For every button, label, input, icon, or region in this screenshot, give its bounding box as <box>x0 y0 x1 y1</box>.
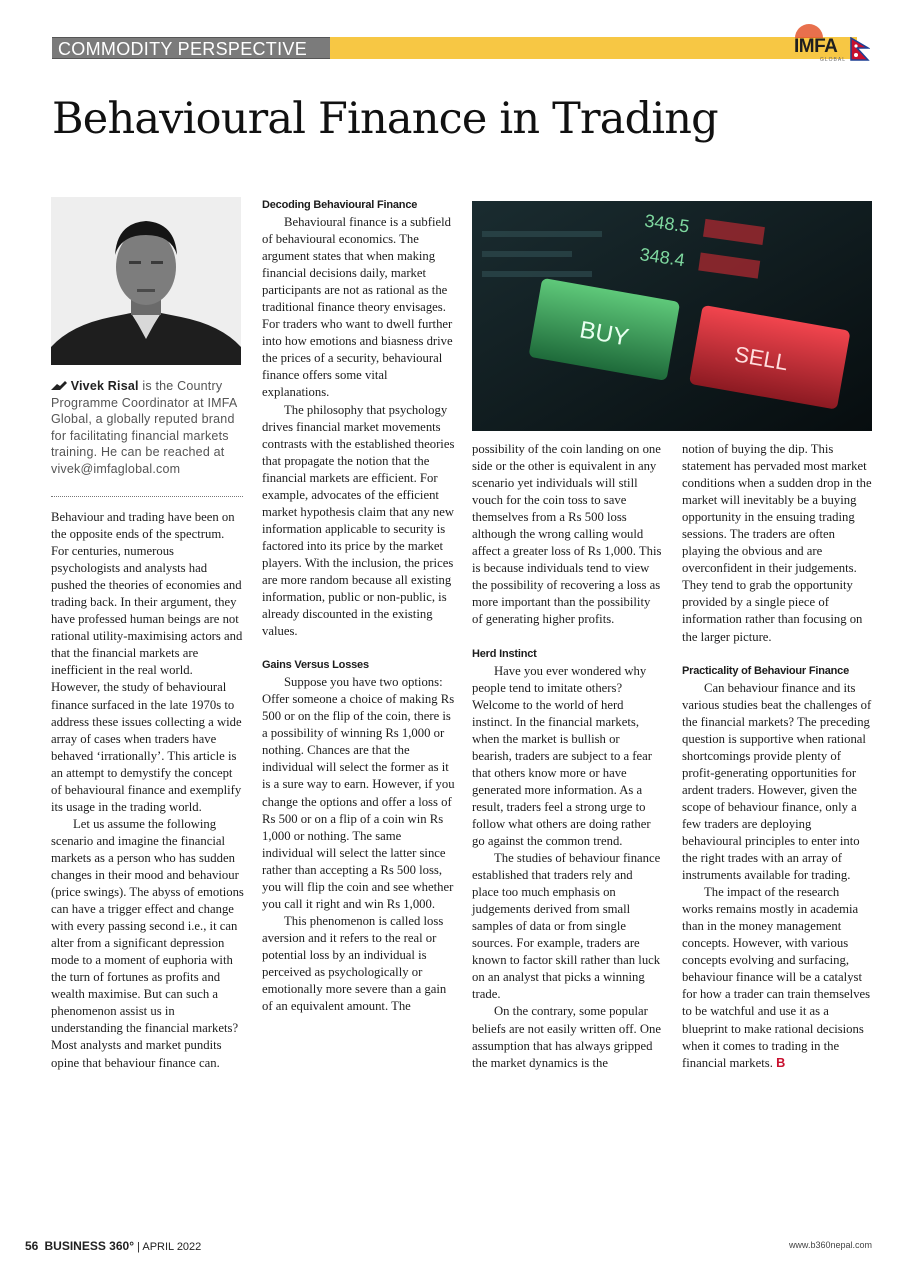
footer-separator: | <box>137 1241 140 1253</box>
paragraph: Can behaviour finance and its various studies beat the challenges of the financial markets? The preceding question is supportive when rational shortcomings provide plenty of profit-generating opportunities for ardent traders. However, given the scope of behaviour finance, only a few traders are deploying behavioural principles to enter into the right trades with an array of instruments available for trading. <box>682 680 872 883</box>
author-photo <box>51 197 241 365</box>
svg-text:SELL: SELL <box>732 341 791 376</box>
nepal-flag-icon <box>850 37 870 61</box>
subheading: Decoding Behavioural Finance <box>262 199 418 211</box>
price-text: 348.5 <box>643 210 691 237</box>
paragraph: Behavioural finance is a subfield of behavioural economics. The argument states that when making financial decisions daily, market participants are not as rational as the traditional finance theory envisages. For traders who want to dwell further into how emotions and biasness drive the prices of a security, behavioural finance offers some vital explanations. <box>262 215 453 400</box>
column-3 <box>472 441 662 1072</box>
column-4 <box>682 441 872 1072</box>
paragraph: Let us assume the following scenario and imagine the financial markets as a person who has sudden changes in their mood and behaviour (price swings). The abyss of emotions can have a trigger effect and change with every passing second i.e., it can alter from a significant depression mode to a moment of euphoria with the turn of fortunes as profits and wealth maximise. But can such a phenomenon assist us in understanding the financial markets? Most analysts and market pundits opine that behaviour finance can. <box>51 816 244 1070</box>
logo-text: IMFA <box>794 36 838 57</box>
issue-date: APRIL 2022 <box>142 1241 202 1253</box>
pen-icon <box>51 381 67 391</box>
end-mark: B <box>776 1055 786 1070</box>
paragraph: The philosophy that psychology drives financial market movements contrasts with the established theories that propagate the notion that the financial markets are efficient. For example, advocates of the efficient market hypothesis claim that any new information applicable to security is factored into its price by the market players. With the inclusion, the prices are more random because all existing information, public or non-public, is already discounted in the existing values. <box>262 402 455 639</box>
paragraph: Behaviour and trading have been on the opposite ends of the spectrum. For centuries, numerous psychologists and analysts had pushed the theories of economies and trading back. In their argument, they have professed human beings are not rational utility-maximising actors and that the financial markets are inefficient in the real world. However, the study of behavioural finance surfaced in the late 1970s to address these issues collecting a wide array of cases when traders have behaved ‘irrationally’. This article is an attempt to demystify the concept of behavioural finance and exemplify its usage in the trading world. <box>51 510 243 814</box>
author-bio <box>51 378 243 477</box>
subheading: Practicality of Behaviour Finance <box>682 664 850 677</box>
imfa-logo <box>788 24 870 64</box>
author-description: is the Country Programme Coordinator at IMFA Global, a globally reputed brand for facilitating financial markets training. He can be reached at vivek@imfaglobal.com <box>51 379 237 476</box>
paragraph: possibility of the coin landing on one side or the other is equivalent in any scenario yet individuals will still vouch for the coin toss to save themselves from a Rs 500 loss although the wrong calling would affect a greater loss of Rs 1,000. This is because individuals tend to view the possibility of recovering a loss as more important than the possibility of generating higher profits. <box>472 442 662 627</box>
column-1 <box>51 509 244 1072</box>
author-name: Vivek Risal <box>70 379 139 393</box>
magazine-name: BUSINESS 360° <box>44 1239 134 1253</box>
paragraph: This phenomenon is called loss aversion and it refers to the real or potential loss by an individual is perceived as psychologically or emotionally more severe than a gain of an equivalent amount. The <box>262 913 447 1014</box>
paragraph: Suppose you have two options: Offer someone a choice of making Rs 500 or on the flip of the coin, there is a possibility of winning Rs 1,000 or nothing. Chances are that the individual will select the former as it is a sure way to earn. However, if you change the options and offer a loss of Rs 500 or on a flip of a coin win Rs 1,000 or nothing. The same individual will select the latter since rather than accepting a Rs 500 loss, you will flip the coin and see whether you call it right and win Rs 1,000. <box>262 675 455 911</box>
logo-subtext: GLOBAL <box>820 57 847 63</box>
subheading: Herd Instinct <box>472 647 537 660</box>
paragraph: notion of buying the dip. This statement has pervaded most market conditions when a sudden drop in the market will inevitably be a buying opportunity in the ensuing trading sessions. The traders are often playing the obvious and are overconfident in their judgements. They tend to grab the opportunity provided by a single piece of information rather than focusing on the larger picture. <box>682 442 872 644</box>
trading-photo <box>472 201 872 431</box>
svg-text:BUY: BUY <box>577 316 631 352</box>
paragraph: Have you ever wondered why people tend to imitate others? Welcome to the world of herd instinct. In the financial markets, when the market is bullish or bearish, traders are subject to a fear that others know more or have generated more information. As a result, traders feel a strong urge to follow what others are doing rather go against the common trend. <box>472 663 652 848</box>
subheading: Gains Versus Losses <box>262 659 369 672</box>
paragraph: On the contrary, some popular beliefs are not easily written off. One assumption that has always gripped the market dynamics is the <box>472 1004 661 1070</box>
price-text: 348.4 <box>638 244 686 271</box>
paragraph: The impact of the research works remains mostly in academia than in the money management concepts. However, with various concepts evolving and surfacing, behaviour finance will be a catalyst for how a trader can train themselves to be watchful and use it as a blueprint to make rational decisions when it comes to trading in the financial markets. B <box>682 885 871 1070</box>
paragraph: The studies of behaviour finance established that traders rely and place too much emphasis on judgements derived from small samples of data or from single sources. For example, traders are known to factor skill rather than luck on an analyst that picks a winning trade. <box>472 851 661 1002</box>
section-label: COMMODITY PERSPECTIVE <box>52 37 330 59</box>
column-2 <box>262 197 455 1015</box>
footer-left <box>25 1239 201 1253</box>
article-title: Behavioural Finance in Trading <box>52 94 718 144</box>
bio-divider <box>51 496 243 497</box>
footer-url: www.b360nepal.com <box>788 1240 872 1250</box>
page-number: 56 <box>25 1239 39 1253</box>
